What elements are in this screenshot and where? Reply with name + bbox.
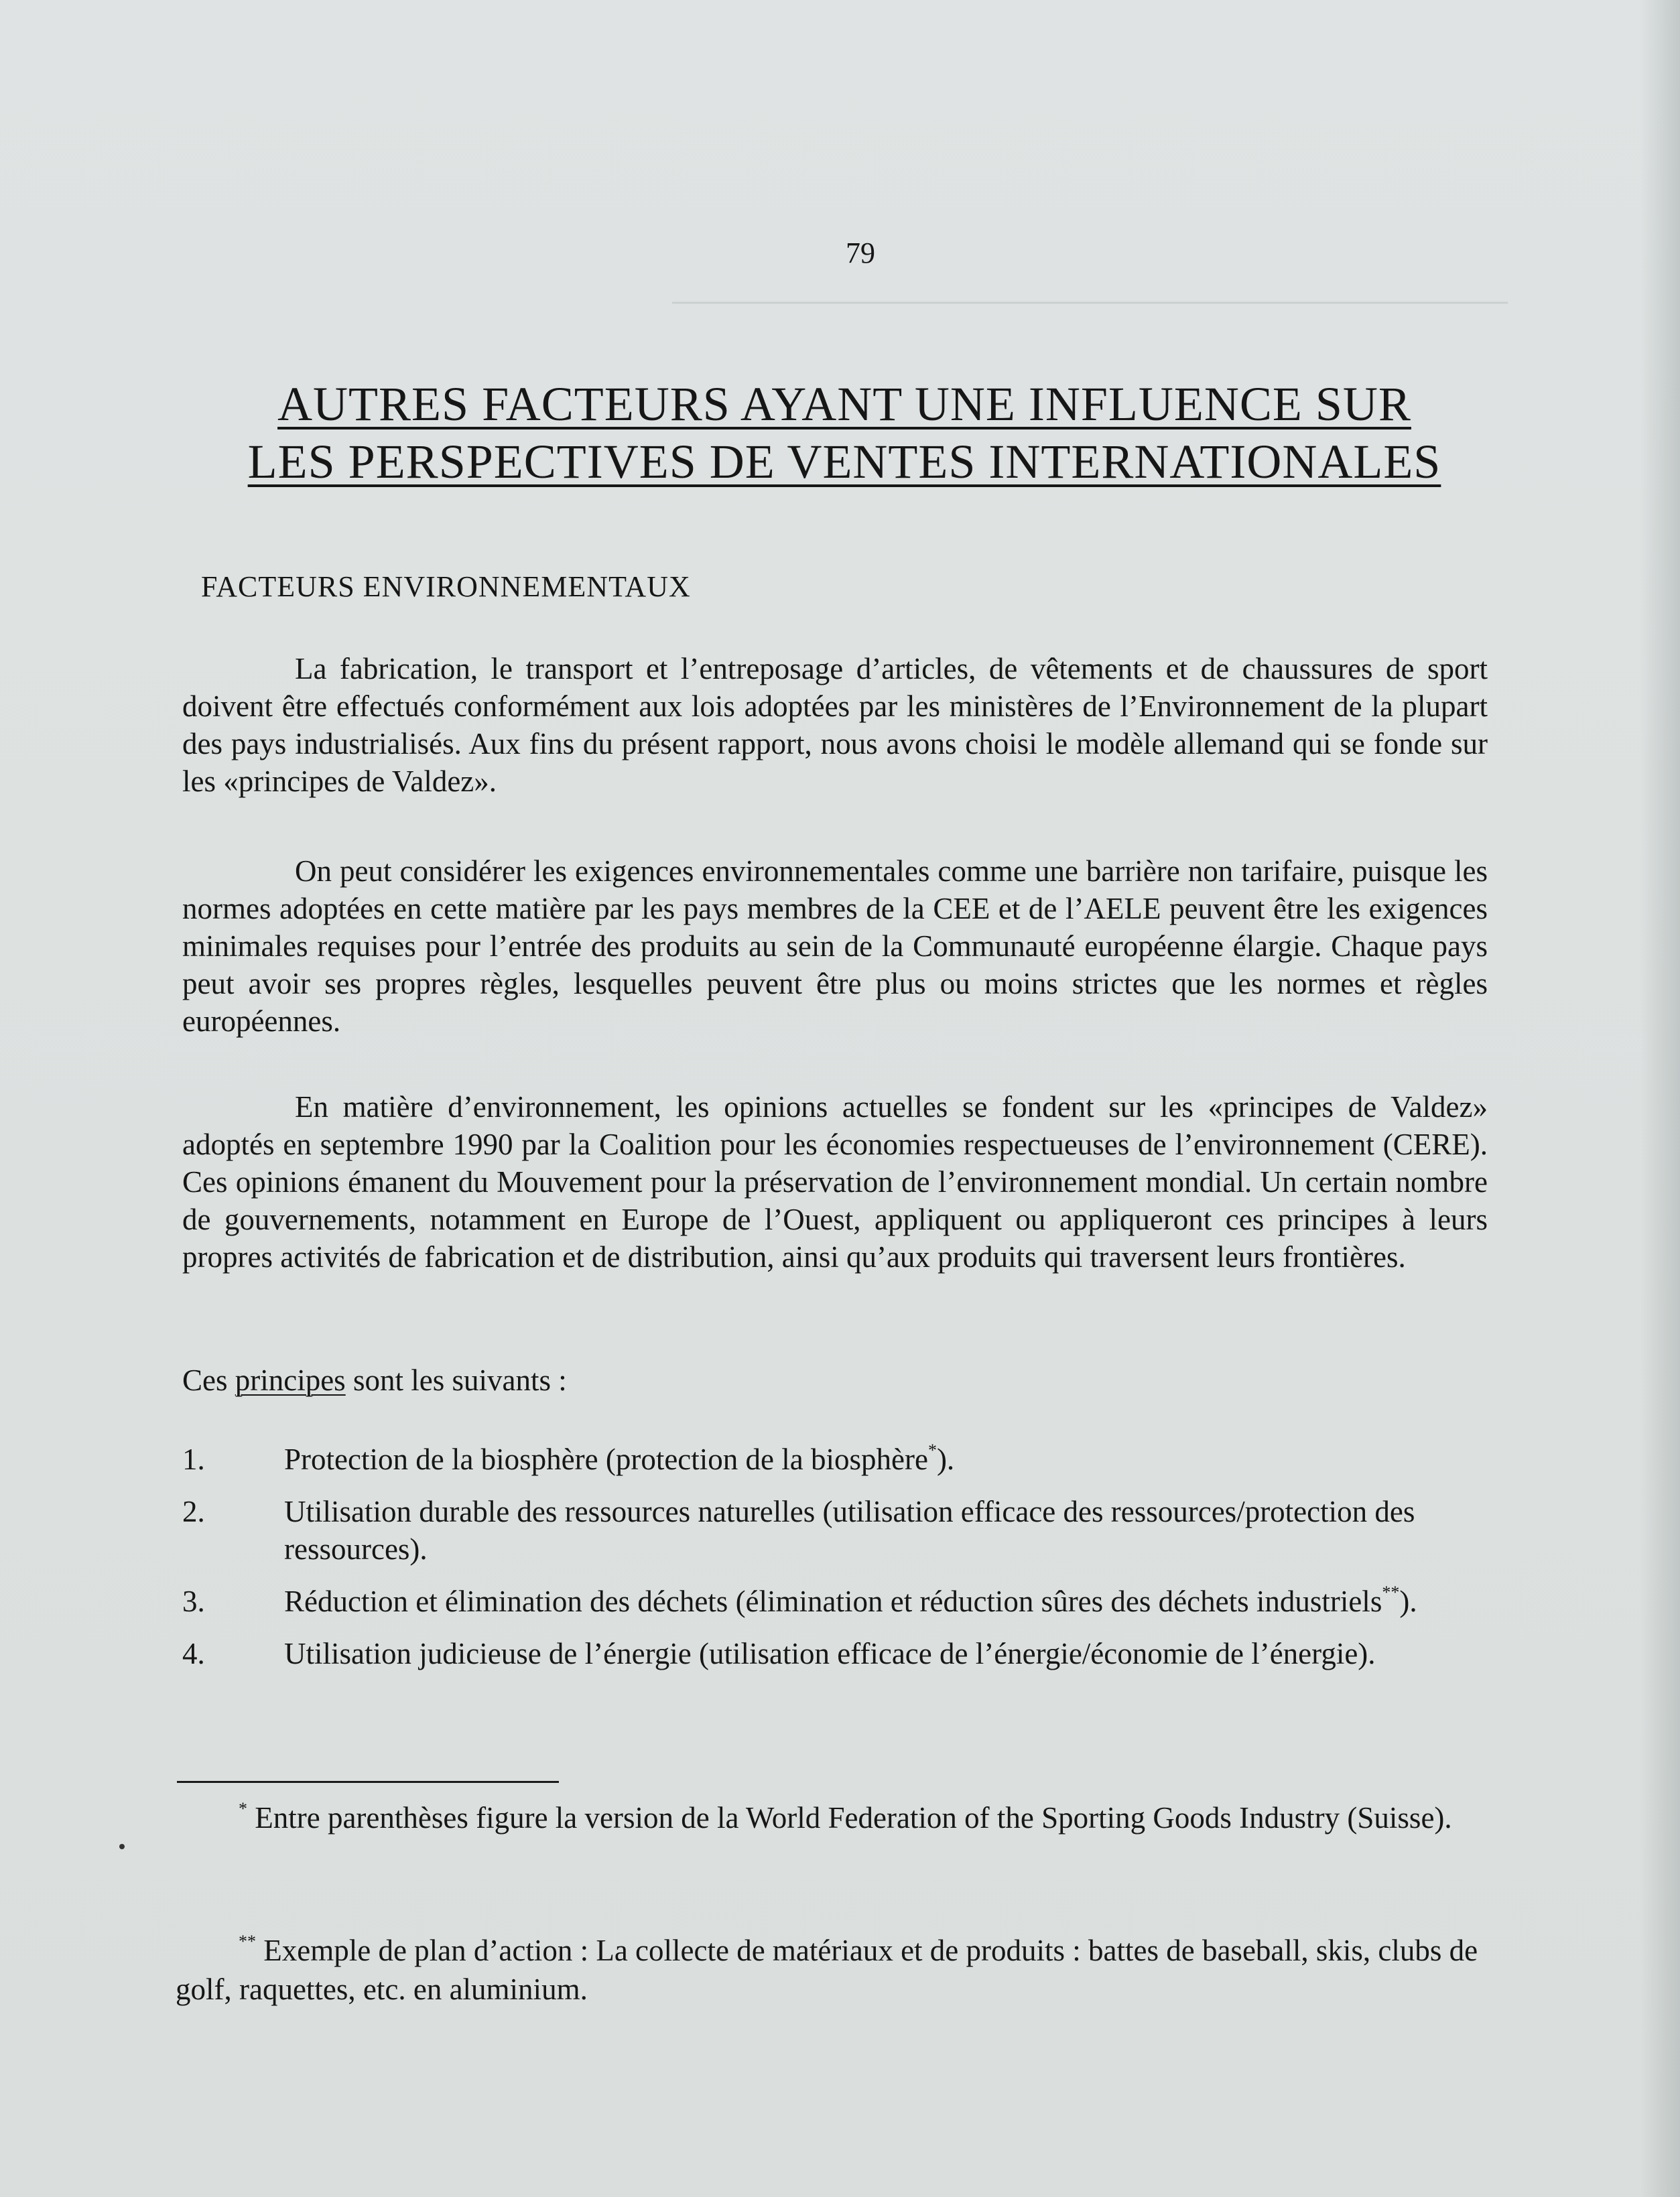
- page-edge-shadow: [1640, 0, 1680, 2197]
- list-item-body: Utilisation judicieuse de l’énergie (utilisation efficace de l’énergie/économie de l’énergie).: [284, 1637, 1376, 1670]
- footnote-marker: *: [239, 1799, 247, 1818]
- list-item: [182, 1441, 1516, 1478]
- list-item-text: [284, 1635, 1516, 1672]
- principles-intro-before: Ces: [182, 1363, 235, 1397]
- list-item-number: 4.: [182, 1637, 205, 1670]
- list-item-body: Protection de la biosphère (protection de la biosphère: [284, 1443, 928, 1476]
- page-number: 79: [846, 237, 875, 269]
- paragraph-1: La fabrication, le transport et l’entreposage d’articles, de vêtements et de chaussures de sport doivent être effectués conformément aux lois adoptées par les ministères de l’Environnement de la plupart des pays industrialisés. Aux fins du présent rapport, nous avons choisi le modèle allemand qui se fonde sur les «principes de Valdez».: [182, 652, 1488, 798]
- footnote-divider: [177, 1781, 559, 1783]
- list-item-body: Réduction et élimination des déchets (élimination et réduction sûres des déchets industriels: [284, 1585, 1382, 1618]
- list-item-number: 2.: [182, 1495, 205, 1528]
- principles-intro-after: sont les suivants :: [345, 1363, 567, 1397]
- stray-mark: [119, 1844, 125, 1849]
- footnote-marker: **: [239, 1932, 256, 1951]
- list-item-number: 3.: [182, 1585, 205, 1618]
- footnote-text: Exemple de plan d’action : La collecte de matériaux et de produits : battes de baseball, skis, clubs de golf, raquettes, etc. en aluminium.: [176, 1934, 1478, 2006]
- principles-intro-underlined: principes: [235, 1363, 346, 1397]
- paragraph-2: On peut considérer les exigences environnementales comme une barrière non tarifaire, puisque les normes adoptées en cette matière par les pays membres de la CEE et de l’AELE peuvent être les exigences minimales requises pour l’entrée des produits au sein de la Communauté européenne élargie. Chaque pays peut avoir ses propres règles, lesquelles peuvent être plus ou moins strictes que les normes et règles européennes.: [182, 854, 1488, 1038]
- list-item: [182, 1635, 1516, 1672]
- footnote-1: [176, 1798, 1509, 1837]
- list-item-text: [284, 1583, 1516, 1620]
- footnote-marker: **: [1382, 1583, 1400, 1602]
- footnote-marker: *: [927, 1441, 937, 1460]
- list-item-text: [284, 1441, 1516, 1478]
- paragraph-3: En matière d’environnement, les opinions actuelles se fondent sur les «principes de Valdez» adoptés en septembre 1990 par la Coalition pour les économies respectueuses de l’environnement (CERE). Ces opinions émanent du Mouvement pour la préservation de l’environnement mondial. Un certain nombre de gouvernements, notamment en Europe de l’Ouest, appliquent ou appliqueront ces principes à leurs propres activités de fabrication et de distribution, ainsi qu’aux produits qui traversent leurs frontières.: [182, 1090, 1488, 1274]
- list-item: [182, 1583, 1516, 1620]
- title-line-1: AUTRES FACTEURS AYANT UNE INFLUENCE SUR: [277, 377, 1411, 431]
- page-title: [161, 375, 1528, 490]
- principles-list: [182, 1441, 1516, 1687]
- principles-intro: [182, 1363, 567, 1398]
- list-item-tail: ).: [1399, 1585, 1417, 1618]
- bleed-through-text: ────────────────────────────────────────────: [672, 287, 1508, 317]
- list-item-text: [284, 1493, 1516, 1568]
- section-heading: FACTEURS ENVIRONNEMENTAUX: [201, 570, 691, 603]
- list-item-number: 1.: [182, 1443, 205, 1476]
- footnote-text: Entre parenthèses figure la version de la World Federation of the Sporting Goods Industry (Suisse).: [247, 1801, 1452, 1835]
- list-item: [182, 1493, 1516, 1568]
- list-item-tail: ).: [936, 1443, 955, 1476]
- title-line-2: LES PERSPECTIVES DE VENTES INTERNATIONALES: [247, 435, 1441, 488]
- footnote-2: [176, 1931, 1509, 2009]
- list-item-body: Utilisation durable des ressources naturelles (utilisation efficace des ressources/protection des ressources).: [284, 1495, 1415, 1566]
